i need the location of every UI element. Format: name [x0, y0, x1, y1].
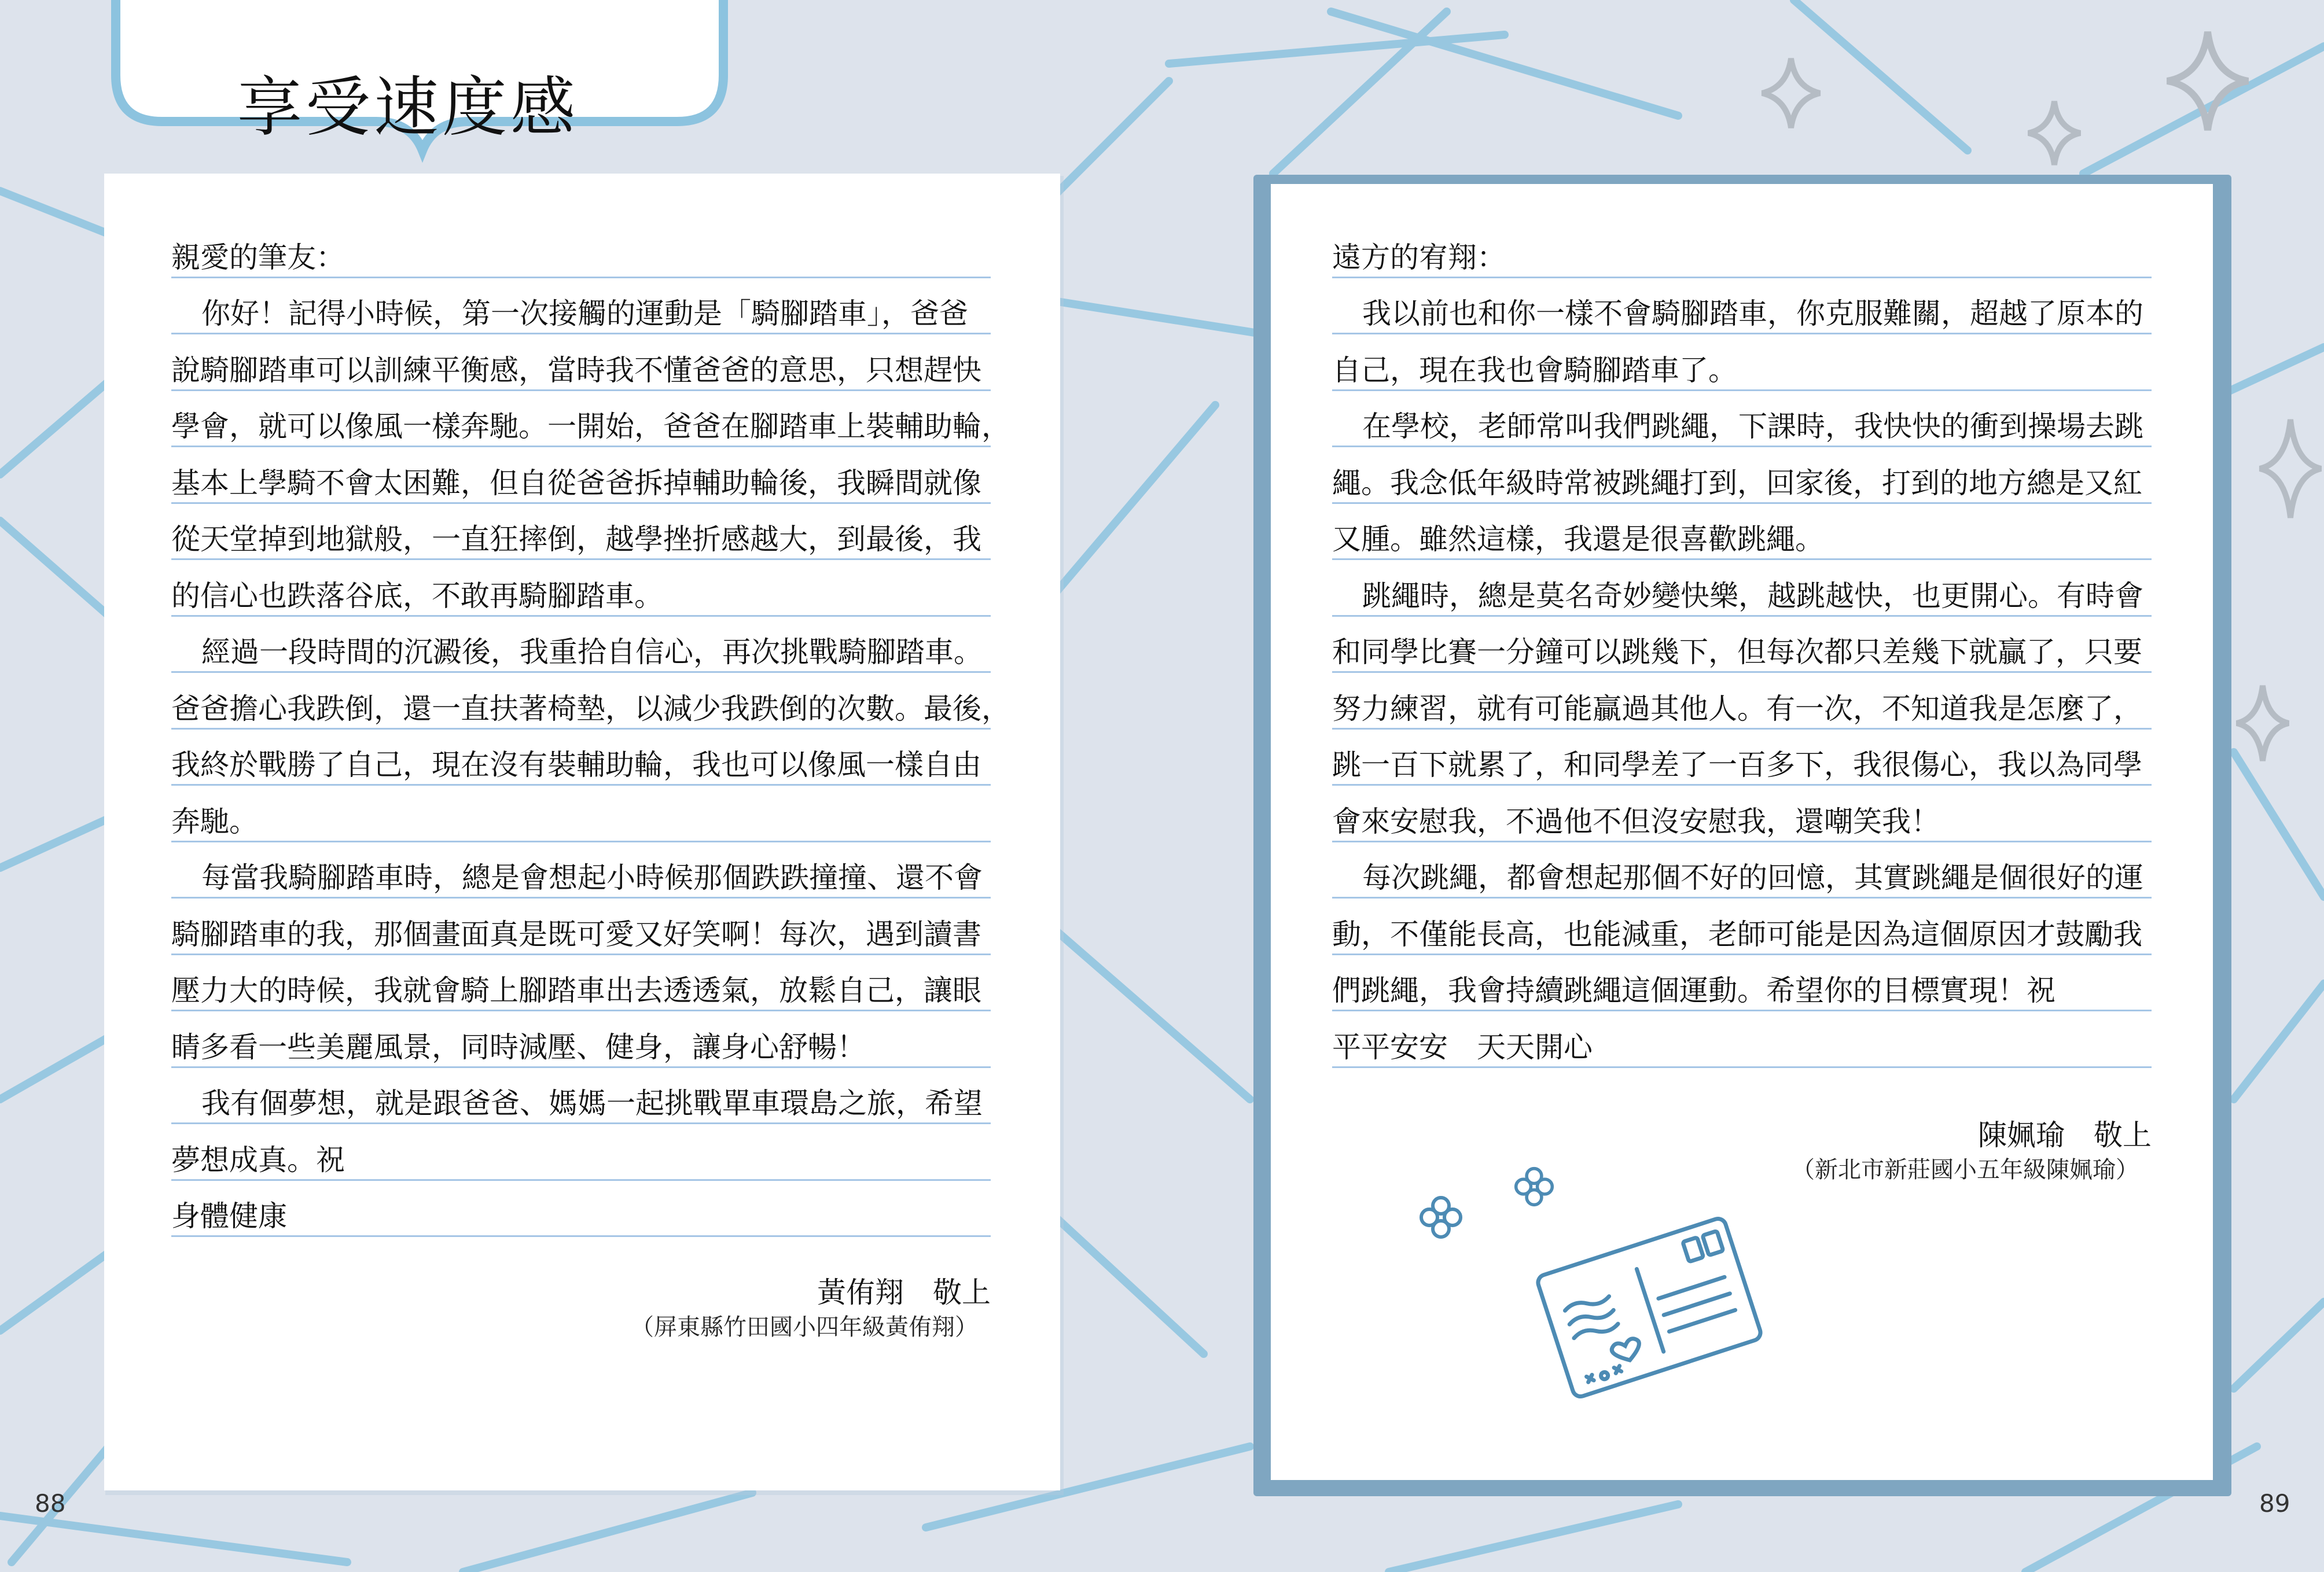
letter-line-text: 夢想成真。祝 [171, 1143, 345, 1177]
letter-line-text: 在學校，老師常叫我們跳繩，下課時，我快快的衝到操場去跳 [1362, 410, 2143, 443]
letter-line-text: 跳繩時，總是莫名奇妙變快樂，越跳越快，也更開心。有時會 [1362, 579, 2143, 613]
letter-line [171, 841, 991, 899]
letter-line [1332, 1010, 2152, 1068]
letter-line [171, 1179, 991, 1238]
flower-icon [1514, 1166, 1554, 1207]
letter-line-text: 經過一段時間的沉澱後，我重拾自信心，再次挑戰騎腳踏車。 [201, 635, 983, 669]
sparkle-icon [2257, 417, 2324, 521]
letter-line [1332, 728, 2152, 786]
letter-line-text: 我有個夢想，就是跟爸爸、媽媽一起挑戰單車環島之旅，希望 [201, 1087, 983, 1120]
sparkle-icon [2025, 98, 2083, 168]
letter-line [171, 1066, 991, 1125]
letter-line [171, 277, 991, 335]
letter-line [171, 1122, 991, 1181]
left-signature: 黃侑翔 敬上 [817, 1276, 991, 1309]
letter-line-text: 遠方的宥翔： [1332, 240, 1506, 274]
letter-line [171, 671, 1010, 730]
postcard-icon [1528, 1203, 1771, 1412]
letter-line-text: 你好！記得小時候，第一次接觸的運動是「騎腳踏車」，爸爸 [201, 297, 968, 330]
letter-line-text: 學會，就可以像風一樣奔馳。一開始，爸爸在腳踏車上裝輔助輪， [171, 410, 1010, 443]
flower-icon [1419, 1195, 1463, 1239]
letter-line [171, 1010, 991, 1068]
sparkle-icon [2164, 29, 2251, 133]
letter-line-text: 跳一百下就累了，和同學差了一百多下，我很傷心，我以為同學 [1332, 748, 2142, 782]
letter-line-text: 每當我騎腳踏車時，總是會想起小時候那個跌跌撞撞、還不會 [201, 861, 983, 894]
letter-line-text: 睛多看一些美麗風景，同時減壓、健身，讓身心舒暢！ [171, 1030, 866, 1064]
letter-line [171, 784, 991, 842]
page-number-left: 88 [35, 1489, 66, 1518]
sparkle-icon [2234, 683, 2292, 764]
letter-line-text: 爸爸擔心我跌倒，還一直扶著椅墊，以減少我跌倒的次數。最後， [171, 691, 1010, 726]
sparkle-icon [1759, 56, 1823, 131]
page-number-right: 89 [2259, 1489, 2290, 1518]
letter-line-text: 努力練習，就有可能贏過其他人。有一次，不知道我是怎麼了， [1332, 691, 2142, 726]
letter-line [171, 502, 991, 561]
letter-line [1332, 671, 2152, 730]
letter-line [1332, 784, 2152, 842]
letter-line-text: 繩。我念低年級時常被跳繩打到，回家後，打到的地方總是又紅 [1332, 466, 2142, 500]
letter-line-text: 我以前也和你一樣不會騎腳踏車，你克服難關，超越了原本的 [1362, 297, 2143, 330]
right-signature: 陳姵瑜 敬上 [1978, 1118, 2152, 1152]
letter-line-text: 騎腳踏車的我，那個畫面真是既可愛又好笑啊！每次，遇到讀書 [171, 917, 981, 951]
letter-line [1332, 220, 2152, 278]
letter-line-text: 每次跳繩，都會想起那個不好的回憶，其實跳繩是個很好的運 [1362, 861, 2143, 894]
letter-line-text: 和同學比賽一分鐘可以跳幾下，但每次都只差幾下就贏了，只要 [1332, 635, 2142, 669]
letter-line-text: 的信心也跌落谷底，不敢再騎腳踏車。 [171, 579, 663, 613]
letter-line-text: 親愛的筆友： [171, 240, 345, 274]
letter-line [171, 389, 1010, 448]
letter-line-text: 會來安慰我，不過他不但沒安慰我，還嘲笑我！ [1332, 804, 1940, 838]
letter-line-text: 動，不僅能長高，也能減重，老師可能是因為這個原因才鼓勵我 [1332, 917, 2142, 951]
letter-line [1332, 446, 2152, 504]
letter-line-text: 我終於戰勝了自己，現在沒有裝輔助輪，我也可以像風一樣自由 [171, 748, 981, 782]
letter-line [1332, 841, 2152, 899]
letter-line [171, 728, 991, 786]
letter-line [1332, 953, 2152, 1012]
letter-line [171, 558, 991, 617]
letter-line-text: 奔馳。 [171, 804, 258, 838]
letter-line-text: 們跳繩，我會持續跳繩這個運動。希望你的目標實現！祝 [1332, 974, 2055, 1007]
letter-line [1332, 615, 2152, 673]
right-author-note: （新北市新莊國小五年級陳姵瑜） [1792, 1157, 2139, 1183]
letter-line [1332, 558, 2152, 617]
letter-line [1332, 897, 2152, 955]
letter-line [171, 446, 991, 504]
letter-line-text: 基本上學騎不會太困難，但自從爸爸拆掉輔助輪後，我瞬間就像 [171, 466, 981, 500]
letter-line-text: 壓力大的時候，我就會騎上腳踏車出去透透氣，放鬆自己，讓眼 [171, 974, 981, 1007]
letter-line [171, 953, 991, 1012]
letter-line-text: 又腫。雖然這樣，我還是很喜歡跳繩。 [1332, 522, 1824, 556]
letter-line [1332, 277, 2152, 335]
letter-line [1332, 389, 2152, 448]
letter-line [1332, 333, 2152, 391]
letter-line-text: 自己，現在我也會騎腳踏車了。 [1332, 353, 1737, 387]
letter-line [171, 897, 991, 955]
letter-line-text: 平平安安 天天開心 [1332, 1030, 1593, 1064]
letter-line-text: 身體健康 [171, 1199, 287, 1233]
letter-line [171, 615, 991, 673]
left-author-note: （屏東縣竹田國小四年級黃侑翔） [631, 1314, 978, 1341]
page-title: 享受速度感 [237, 70, 579, 145]
letter-line [171, 333, 991, 391]
letter-line-text: 從天堂掉到地獄般，一直狂摔倒，越學挫折感越大，到最後，我 [171, 522, 981, 556]
letter-line [1332, 502, 2152, 561]
letter-line-text: 說騎腳踏車可以訓練平衡感，當時我不懂爸爸的意思，只想趕快 [171, 353, 981, 387]
letter-line [171, 220, 991, 278]
